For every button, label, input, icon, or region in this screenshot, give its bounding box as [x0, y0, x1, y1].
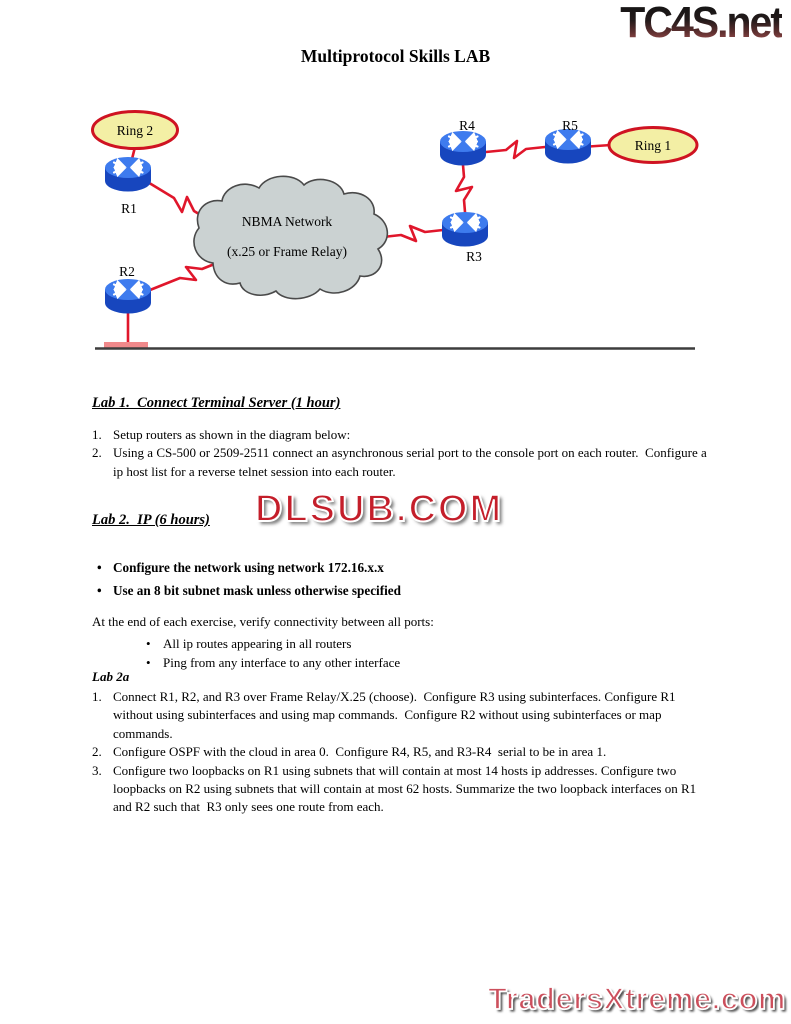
- router-r5-label: R5: [562, 118, 578, 133]
- list-item-text: Configure OSPF with the cloud in area 0. Configure R4, R5, and R3-R4 serial to be in area 1.: [113, 744, 607, 760]
- bullet-item: [97, 558, 697, 577]
- bullet-item: [146, 653, 566, 672]
- lab2-bullet-list: [97, 558, 697, 604]
- lab2a-heading: Lab 2a: [92, 669, 130, 684]
- bullet-text: Configure the network using network 172.16.x.x: [113, 560, 384, 575]
- router-r1-label: R1: [121, 201, 137, 216]
- ring1-node: [609, 128, 697, 163]
- ethernet-segment: [104, 342, 148, 348]
- list-item-text: Configure two loopbacks on R1 using subnets that will contain at most 14 hosts ip addresses. Configure two loopbacks on R2 using subnets that will contain at most 62 hosts. Summarize the two loopback interfaces on R1 and R2 such that R3 only sees one route from each.: [113, 762, 700, 815]
- list-item-text: Setup routers as shown in the diagram below:: [113, 427, 351, 442]
- verify-bullet-list: [146, 634, 566, 672]
- page-title: Multiprotocol Skills LAB: [300, 46, 491, 66]
- list-item-number: 3.: [92, 762, 102, 778]
- bullet-text: All ip routes appearing in all routers: [163, 636, 352, 651]
- bullet-text: Ping from any interface to any other interface: [163, 655, 401, 670]
- router-r4-label: R4: [459, 118, 475, 133]
- link-r4-r5: [486, 141, 545, 158]
- cloud-label-line2: (x.25 or Frame Relay): [227, 244, 347, 259]
- lab1-list: [92, 426, 710, 481]
- list-item-number: 2.: [92, 445, 102, 461]
- list-item-text: Using a CS-500 or 2509-2511 connect an asynchronous serial port to the console port on each router. Configure a ip host list for a reverse telnet session into each router.: [113, 445, 711, 479]
- lab2-heading: Lab 2. IP (6 hours): [92, 512, 210, 528]
- lab1-heading: Lab 1. Connect Terminal Server (1 hour): [92, 395, 341, 411]
- verify-intro: At the end of each exercise, verify connectivity between all ports:: [92, 614, 434, 629]
- router-r5-icon: [545, 129, 591, 164]
- list-item: [92, 762, 715, 817]
- bullet-icon: •: [146, 636, 151, 651]
- list-item: [92, 426, 710, 444]
- lab2a-list: [92, 688, 715, 817]
- bullet-icon: •: [97, 560, 102, 575]
- network-diagram: [0, 95, 791, 363]
- router-r1-icon: [105, 157, 151, 192]
- list-item: [92, 444, 710, 481]
- ring2-label: Ring 2: [116, 123, 154, 138]
- router-r2-icon: [105, 279, 151, 314]
- router-r4-icon: [440, 131, 486, 166]
- bullet-text: Use an 8 bit subnet mask unless otherwise specified: [113, 583, 401, 598]
- router-r3-icon: [442, 212, 488, 247]
- link-cloud-r3: [383, 226, 443, 241]
- ring1-label: Ring 1: [634, 138, 672, 153]
- list-item-number: 2.: [92, 744, 102, 760]
- list-item: [92, 688, 715, 743]
- list-item: [92, 743, 715, 761]
- list-item-number: 1.: [92, 689, 102, 704]
- link-r4-r3: [456, 165, 472, 212]
- tradersxtreme-logo: TradersXtreme.com: [488, 981, 786, 1016]
- cloud-shape: [194, 176, 387, 298]
- ring2-node: [93, 112, 178, 149]
- list-item-text: Connect R1, R2, and R3 over Frame Relay/X.25 (choose). Configure R3 using subinterfaces. Configure R1 without using subinterfaces and using map commands. Configure R2 without using subinterfaces or map commands.: [113, 689, 679, 741]
- cloud-label-line1: NBMA Network: [241, 214, 333, 229]
- bullet-icon: •: [97, 583, 102, 598]
- bullet-item: [146, 634, 566, 653]
- dlsub-watermark: DLSUB.COM: [255, 488, 504, 530]
- bullet-item: [97, 581, 697, 600]
- router-r3-label: R3: [466, 249, 482, 264]
- nbma-cloud: [194, 176, 387, 298]
- tc4s-logo: TC4S.net: [620, 0, 782, 47]
- bullet-icon: •: [146, 655, 151, 670]
- router-r2-label: R2: [119, 264, 135, 279]
- list-item-number: 1.: [92, 427, 102, 442]
